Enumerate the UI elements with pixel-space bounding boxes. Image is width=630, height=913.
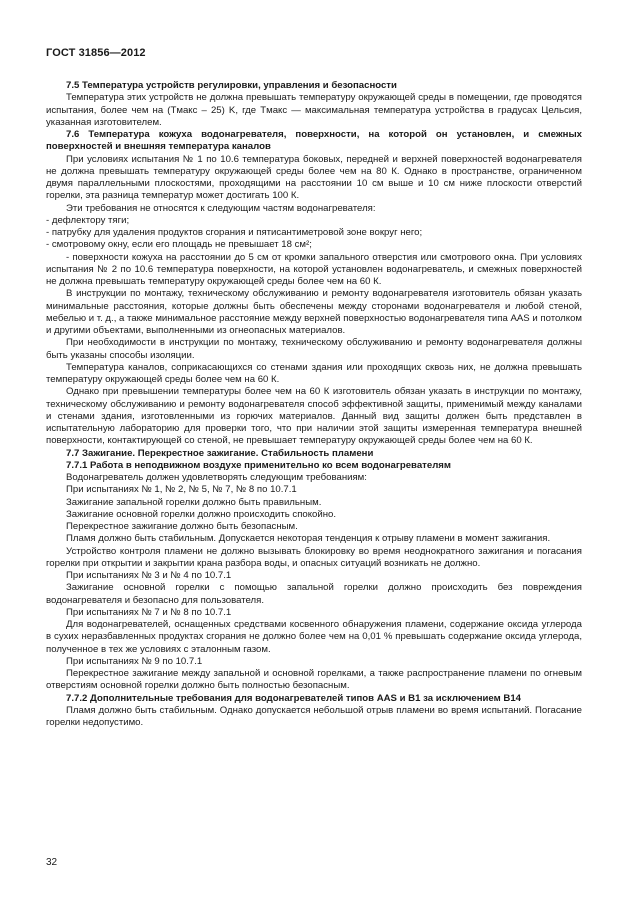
body-paragraph: Зажигание основной горелки с помощью запальной горелки должно происходить без повреждения водонагревателя и безопасно для пользователя. xyxy=(46,582,582,606)
list-item: - дефлектору тяги; xyxy=(46,214,130,226)
body-paragraph: При испытаниях № 1, № 2, № 5, № 7, № 8 по 10.7.1 xyxy=(66,484,297,496)
body-paragraph: Пламя должно быть стабильным. Однако допускается небольшой отрыв пламени во время испытаний. Погасание горелки недопустимо. xyxy=(46,704,582,728)
body-paragraph: - поверхности кожуха на расстоянии до 5 см от кромки запального отверстия или смотрового окна. При условиях испытания № 2 по 10.6 температура поверхности, на которой установлен водонагреватель, и смежных поверхностей не должна превышать температуру окружающей среды более чем на 60 К. xyxy=(46,251,582,287)
body-paragraph: Эти требования не относятся к следующим частям водонагревателя: xyxy=(66,202,376,214)
body-paragraph: Перекрестное зажигание между запальной и основной горелками, а также распространение пламени по огневым отверстиям основной горелки должно быть полностью безопасным. xyxy=(46,668,582,692)
body-paragraph: Температура этих устройств не должна превышать температуру окружающей среды в помещении, где проводятся испытания, более чем на (Tмакс – 25) K, где Tмакс — максимальная температура устройства в градусах Цельсия, указанная изготовителем. xyxy=(46,92,582,128)
section-heading: 7.7.2 Дополнительные требования для водонагревателей типов AAS и B1 за исключением B14 xyxy=(66,692,521,704)
body-paragraph: Однако при превышении температуры более чем на 60 К изготовитель обязан указать в инструкции по монтажу, техническому обслуживанию и ремонту водонагревателя способ эффективной защиты, применимый между каналами и стенами здания, изготовленными из горючих материалов. Данный вид защиты должен быть представлен в испытательную лабораторию для проверки того, что при наличии этой защиты измеренная температура внешней поверхности, контактирующей со стеной, не превышает температуру окружающей среды более чем на 60 К. xyxy=(46,386,582,447)
body-paragraph: При испытаниях № 9 по 10.7.1 xyxy=(66,655,203,667)
body-paragraph: В инструкции по монтажу, техническому обслуживанию и ремонту водонагревателя изготовитель обязан указать минимальные расстояния, которые должны быть обеспечены между сторонами водонагревателя и любой стеной, мебелью и т. д., а также минимальное расстояние между верхней поверхностью водонагревателя типа AAS и потолком и другими объектами, выполненными из огнеопасных материалов. xyxy=(46,288,582,336)
body-paragraph: При условиях испытания № 1 по 10.6 температура боковых, передней и верхней поверхностей водонагревателя не должна превышать температуру окружающей среды более чем на 80 К. Однако в пространстве, ограниченном двумя параллельными плоскостями, проходящими на расстоянии 10 см выше и 10 см ниже плоскости отверстий горелки, эта разница температур может достигать 100 К. xyxy=(46,153,582,202)
list-item: - смотровому окну, если его площадь не превышает 18 см²; xyxy=(46,239,312,251)
body-paragraph: Перекрестное зажигание должно быть безопасным. xyxy=(66,521,298,532)
body-paragraph: Температура каналов, соприкасающихся со стенами здания или проходящих сквозь них, не должна превышать температуру окружающей среды более чем на 60 К. xyxy=(46,361,582,385)
body-paragraph: При испытаниях № 7 и № 8 по 10.7.1 xyxy=(66,606,232,618)
standard-header: ГОСТ 31856—2012 xyxy=(46,47,146,59)
body-paragraph: Водонагреватель должен удовлетворять следующим требованиям: xyxy=(66,472,367,483)
body-paragraph: При необходимости в инструкции по монтажу, техническому обслуживанию и ремонту водонагревателя должны быть указаны способы изоляции. xyxy=(46,337,582,361)
body-paragraph: Устройство контроля пламени не должно вызывать блокировку во время неоднократного зажигания и погасания горелки при открытии и закрытии крана разбора воды, и опасных ситуаций возникать не должно. xyxy=(46,545,582,569)
list-item: - патрубку для удаления продуктов сгорания и пятисантиметровой зоне вокруг него; xyxy=(46,227,423,238)
body-paragraph: При испытаниях № 3 и № 4 по 10.7.1 xyxy=(66,570,232,581)
page-number: 32 xyxy=(46,857,58,868)
body-paragraph: Зажигание запальной горелки должно быть правильным. xyxy=(66,496,322,508)
section-heading: 7.6 Температура кожуха водонагревателя, поверхности, на которой он установлен, и смежных поверхностей и внешняя температура каналов xyxy=(46,129,582,153)
body-paragraph: Зажигание основной горелки должно происходить спокойно. xyxy=(66,508,337,520)
section-heading: 7.5 Температура устройств регулировки, управления и безопасности xyxy=(66,80,397,91)
body-paragraph: Пламя должно быть стабильным. Допускается некоторая тенденция к отрыву пламени в момент зажигания. xyxy=(66,533,551,545)
section-heading: 7.7.1 Работа в неподвижном воздухе применительно ко всем водонагревателям xyxy=(66,459,451,471)
document-body xyxy=(46,80,582,729)
body-paragraph: Для водонагревателей, оснащенных средствами косвенного обнаружения пламени, содержание оксида углерода в сухих неразбавленных продуктах сгорания не должно более чем на 0,01 % превышать содержание оксида углерода, полученное в тех же условиях с эталонным газом. xyxy=(46,619,582,655)
section-heading: 7.7 Зажигание. Перекрестное зажигание. Стабильность пламени xyxy=(66,447,374,459)
